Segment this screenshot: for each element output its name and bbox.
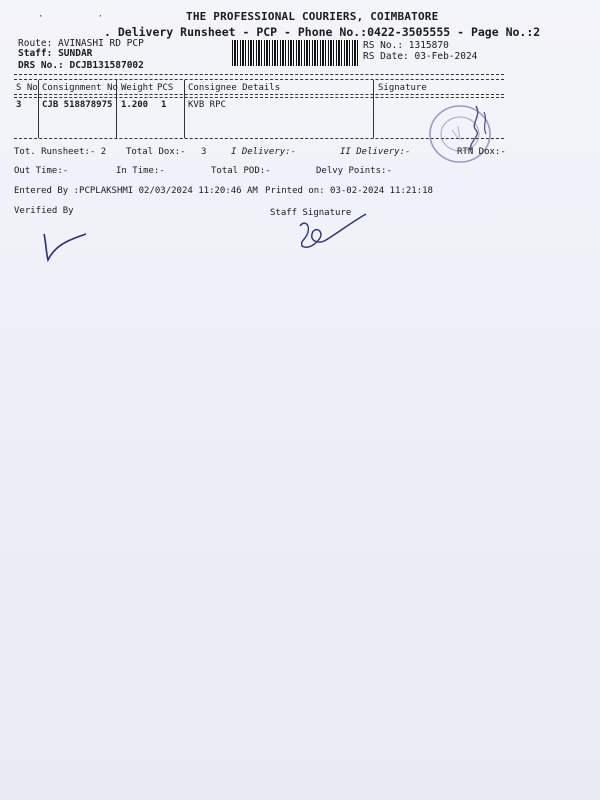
col-divider	[373, 80, 374, 138]
ii-delivery: II Delivery:-	[340, 147, 411, 157]
staff-value: SUNDAR	[58, 48, 93, 59]
total-dox-value: 3	[201, 147, 207, 157]
drs-line	[18, 60, 144, 71]
col-divider	[184, 80, 185, 138]
staff-line	[18, 48, 92, 59]
cell-consignee: KVB RPC	[188, 100, 226, 110]
header-consignee: Consignee Details	[188, 83, 281, 93]
runsheet-title: . Delivery Runsheet - PCP - Phone No.:0422-3505555 - Page No.:2	[104, 25, 541, 39]
total-pod: Total POD:-	[211, 166, 271, 176]
drs-value: DCJB131587002	[69, 60, 144, 71]
cell-weight: 1.200	[121, 100, 149, 110]
verified-by: Verified By	[14, 206, 74, 216]
entered-by: Entered By :PCPLAKSHMI 02/03/2024 11:20:46 AM	[14, 186, 258, 196]
company-title: THE PROFESSIONAL COURIERS, COIMBATORE	[186, 10, 439, 23]
header-weight: Weight	[121, 83, 154, 93]
table-top-rule	[14, 74, 504, 75]
delvy-points: Delvy Points:-	[316, 166, 392, 176]
in-time: In Time:-	[116, 166, 165, 176]
verified-signature	[38, 228, 90, 262]
cell-sno: 3	[16, 100, 22, 110]
header-pcs: PCS	[157, 83, 174, 93]
staff-signature-mark	[294, 212, 378, 252]
table-header-rule	[14, 94, 504, 95]
barcode-graphic	[232, 40, 360, 66]
header-sno: S No	[16, 83, 38, 93]
route-label: Route: AVINASHI RD PCP	[18, 38, 144, 49]
office-stamp	[424, 100, 502, 168]
header-signature: Signature	[378, 83, 427, 93]
scan-marks: · ·	[38, 12, 104, 22]
staff-label: Staff:	[18, 48, 53, 59]
drs-label: DRS No.:	[18, 60, 64, 71]
rtn-dox: RTN Dox:-	[457, 147, 506, 157]
out-time: Out Time:-	[14, 166, 69, 176]
cell-consignment: CJB 518878975	[42, 100, 113, 110]
printed-on: Printed on: 03-02-2024 11:21:18	[265, 186, 433, 196]
table-header-rule-2	[14, 97, 504, 98]
header-consignment: Consignment No	[42, 83, 118, 93]
total-dox-label: Total Dox:-	[126, 147, 186, 157]
cell-pcs: 1	[161, 100, 167, 110]
col-divider	[38, 80, 39, 138]
table-top-rule-2	[14, 79, 504, 80]
i-delivery: I Delivery:-	[231, 147, 297, 157]
tot-runsheet: Tot. Runsheet:- 2	[14, 147, 107, 157]
rs-number: RS No.: 1315870	[363, 40, 449, 51]
rs-date: RS Date: 03-Feb-2024	[363, 51, 478, 62]
staff-signature-label: Staff Signature	[270, 208, 352, 218]
